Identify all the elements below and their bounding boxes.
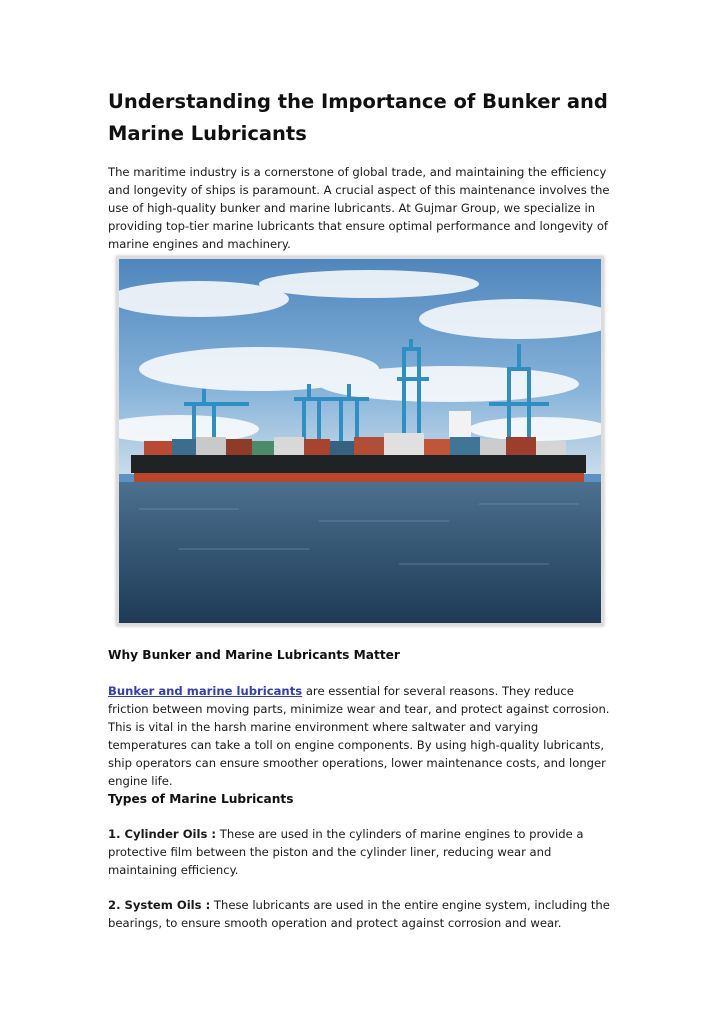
- bunker-lubricants-link[interactable]: Bunker and marine lubricants: [108, 684, 303, 698]
- intro-paragraph: The maritime industry is a cornerstone of global trade, and maintaining the efficiency and longevity of ships is paramount. A crucial aspect of this maintenance involves the use of high-quality bunker and marine lubricants. At Gujmar Group, we specialize in providing top-tier marine lubricants that ensure optimal performance and longevity of marine engines and machinery.: [108, 165, 610, 251]
- item-label: 1. Cylinder Oils :: [108, 827, 217, 841]
- why-paragraph-text: are essential for several reasons. They reduce friction between moving parts, minimize wear and tear, and protect against corrosion. This is vital in the harsh marine environment where saltwater and varying temperatures can take a toll on engine components. By using high-quality lubricants, ship operators can ensure smoother operations, lower maintenance costs, and longer engine life.: [108, 684, 610, 788]
- item-text: These lubricants are used in the entire engine system, including the bearings, to ensure smooth operation and protect against corrosion and wear.: [108, 898, 610, 930]
- item-label: 2. System Oils :: [108, 898, 211, 912]
- water: [119, 482, 601, 623]
- page-title: Understanding the Importance of Bunker and Marine Lubricants: [108, 90, 608, 145]
- section-heading-types: Types of Marine Lubricants: [108, 792, 294, 806]
- item-text: These are used in the cylinders of marine engines to provide a protective film between the piston and the cylinder liner, reducing wear and maintaining efficiency.: [108, 827, 584, 877]
- container-ship-photo: [116, 256, 604, 626]
- ship-hull: [131, 455, 586, 473]
- list-item-cylinder-oils: [108, 825, 618, 879]
- ship-illustration: [119, 259, 601, 623]
- list-item-system-oils: [108, 896, 618, 932]
- section-heading-why: Why Bunker and Marine Lubricants Matter: [108, 648, 400, 662]
- hull-waterline: [134, 473, 584, 482]
- why-paragraph: [108, 682, 618, 790]
